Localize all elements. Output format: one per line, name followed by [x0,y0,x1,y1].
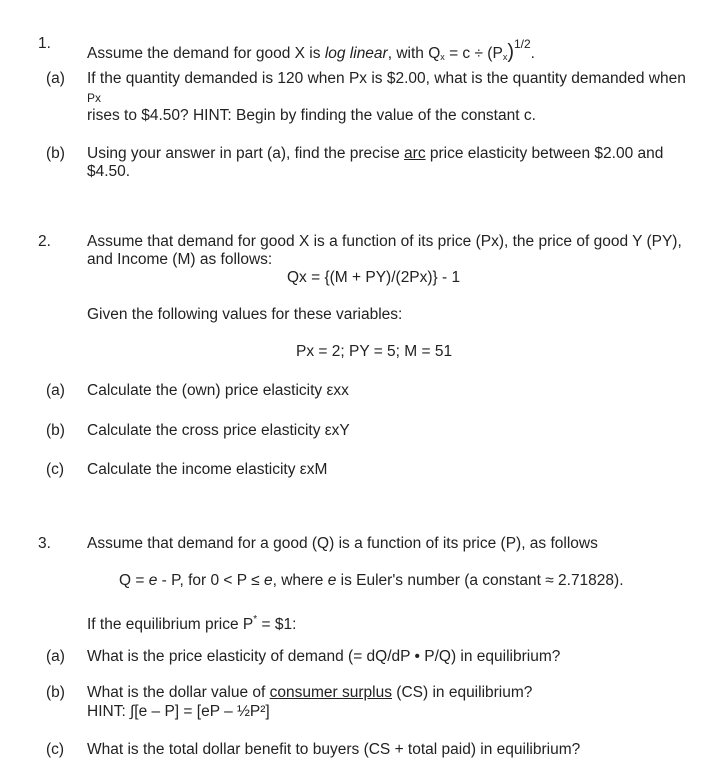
q1-intro-em: log linear [324,45,388,62]
q2a-text: Calculate the (own) price elasticity εxx [87,382,349,399]
q3-eq-mid: - P, for 0 < P ≤ [157,572,264,589]
q1-intro-end: . [530,45,535,62]
q2-intro-line2: and Income (M) as follows: [87,251,273,268]
q1-sub-x: x [440,52,445,62]
q1b-line1-u: arc [404,145,426,162]
q1b-label: (b) [46,145,65,162]
q3-eq-price-sup: * [253,614,258,625]
q1-number: 1. [38,35,51,52]
q2a-label: (a) [46,382,65,399]
q1-intro-mid: , with Q [387,45,441,62]
q3-e2: e [263,572,273,589]
q3b-line1-post: (CS) in equilibrium? [391,684,533,701]
q3-eq-mid2: , where [272,572,328,589]
q3-eq-price-pre: If the equilibrium price P [87,616,254,633]
q3-eq-price-post: = $1: [257,616,297,633]
q2-values: Px = 2; PY = 5; M = 51 [296,343,453,360]
q1-intro-close: ) [507,41,514,63]
q3-e3: e [327,572,337,589]
q3b-line2: HINT: ∫[e – P] = [eP – ½P²] [87,703,270,720]
q3-eq-pre: Q = [119,572,149,589]
q2-intro-line1: Assume that demand for good X is a function of its price (Px), the price of good Y (PY), [87,233,682,250]
q1b-line1-pre: Using your answer in part (a), find the precise [87,145,405,162]
q1-intro-eq: = c ÷ (P [444,45,503,62]
q1a-line2: Px [87,91,102,105]
q3a-text: What is the price elasticity of demand (= dQ/dP • P/Q) in equilibrium? [87,648,561,665]
q3a-label: (a) [46,648,65,665]
q2c-text: Calculate the income elasticity εxM [87,461,328,478]
q3-equation [119,572,624,590]
q3b-line1 [87,684,532,702]
q2b-label: (b) [46,422,65,439]
q2-given: Given the following values for these variables: [87,306,403,323]
q1b-line1 [87,145,663,163]
q1a-line1: If the quantity demanded is 120 when Px is $2.00, what is the quantity demanded when [87,70,686,87]
q3b-line1-pre: What is the dollar value of [87,684,270,701]
q1a-label: (a) [46,70,65,87]
q1a-line3: rises to $4.50? HINT: Begin by finding the value of the constant c. [87,107,536,124]
q2c-label: (c) [46,461,65,478]
q3-intro: Assume that demand for a good (Q) is a function of its price (P), as follows [87,535,598,552]
q3-e1: e [148,572,158,589]
q1-exponent: 1/2 [513,37,531,51]
q3-eq-price [87,611,296,634]
q3-number: 3. [38,535,51,552]
q3c-text: What is the total dollar benefit to buyers (CS + total paid) in equilibrium? [87,741,581,758]
q2-number: 2. [38,233,51,250]
q2-equation: Qx = {(M + PY)/(2Px)} - 1 [287,269,461,286]
q1-intro-pre: Assume the demand for good X is [87,45,325,62]
q1b-line2: $4.50. [87,163,131,180]
q3b-line1-u: consumer surplus [269,684,392,701]
q3-eq-post: is Euler's number (a constant ≈ 2.71828). [336,572,624,589]
q3c-label: (c) [46,741,65,758]
q2b-text: Calculate the cross price elasticity εxY [87,422,350,439]
q1-intro: Assume the demand for good X is log linear, with $Q_x = c \div (P_x)^{1/2}$. [87,37,535,63]
q1b-line1-post: price elasticity between $2.00 and [425,145,664,162]
q3b-label: (b) [46,684,65,701]
